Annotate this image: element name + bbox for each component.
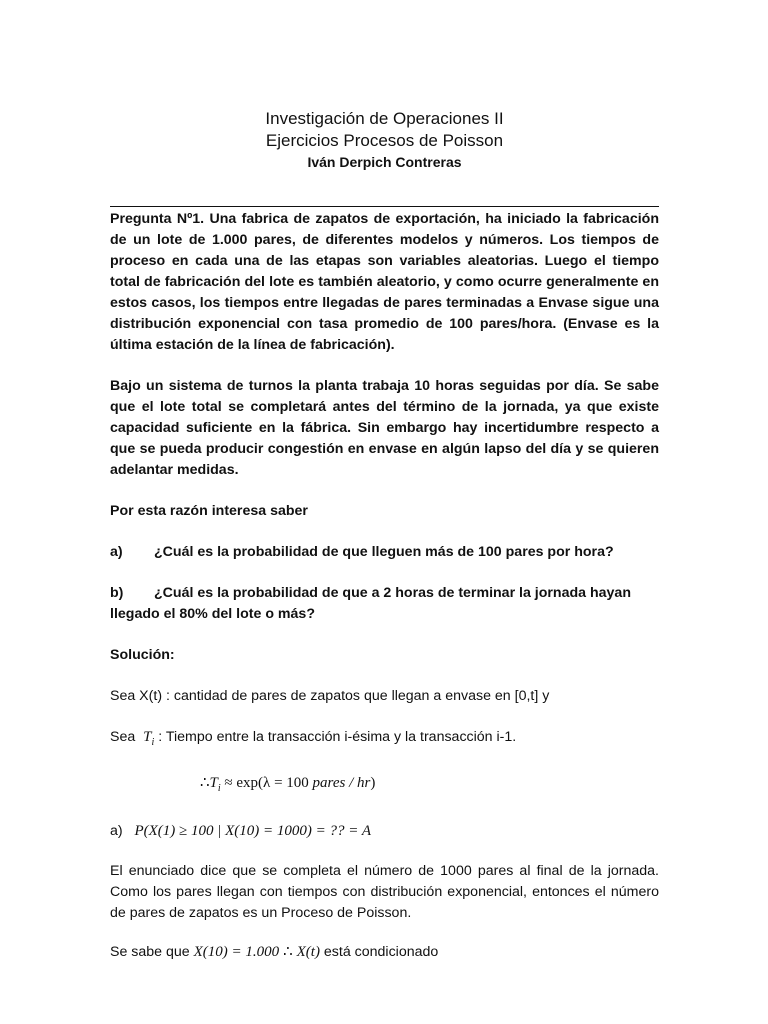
definition-t-prefix: Sea [110,729,136,745]
question-1-label: Pregunta Nº1. [110,211,205,227]
paragraph-interest: Por esta razón interesa saber [110,503,308,519]
definition-x: Sea X(t) : cantidad de pares de zapatos que llegan a envase en [0,t] y [110,688,550,704]
formula-a-label: a) [110,823,123,839]
formula-a [110,819,659,843]
document-author: Iván Derpich Contreras [307,154,462,170]
document-title: Investigación de Operaciones II [265,109,504,128]
solution-heading: Solución: [110,647,175,663]
question-item-a [110,542,659,563]
formula-a-expression: P(X(1) ≥ 100 | X(10) = 1000) = ?? = A [134,823,372,839]
question-item-letter: b) [110,585,124,601]
formula-exponential: $\therefore T_i \approx \exp(\lambda = 100$ pares / hr) [200,775,376,794]
question-item-text: ¿Cuál es la probabilidad de que a 2 horas de terminar la jornada hayan [154,585,631,601]
math-symbol-t: $T_i$ [143,729,155,748]
paragraph-schedule: Bajo un sistema de turnos la planta trabaja 10 horas seguidas por día. Se sabe que el lote total se completará antes del término de la jornada, ya que existe capacidad suficiente en la fábrica. Sin embargo hay incertidumbre respecto a que se pueda producir congestión en envase en algún lapso del día y se quieren adelantar medidas. [110,378,659,478]
document-page [110,108,659,963]
question-item-letter: a) [110,544,123,560]
question-1-paragraph [110,209,659,356]
horizontal-rule [110,206,659,207]
document-subtitle: Ejercicios Procesos de Poisson [265,131,504,150]
definition-t-suffix: : Tiempo entre la transacción i-ésima y la transacción i-1. [158,729,517,745]
question-item-text: ¿Cuál es la probabilidad de que lleguen más de 100 pares por hora? [154,544,614,560]
paragraph-se-sabe: Se sabe que X(10) = 1.000 ∴ X(t) está condicionado [110,944,439,960]
paragraph-enunciado: El enunciado dice que se completa el número de 1000 pares al final de la jornada. Como los pares llegan con tiempos con distribución exponencial, entonces el número de pares de zapatos es un Proceso de Poisson. [110,863,659,921]
question-item-b [110,583,659,604]
definition-t [110,727,659,753]
question-1-text: Una fabrica de zapatos de exportación, ha iniciado la fabricación de un lote de 1.000 pares, de diferentes modelos y números. Los tiempos de proceso en cada una de las etapas son variables aleatorias. Luego el tiempo total de fabricación del lote es también aleatorio, y como ocurre generalmente en estos casos, los tiempos entre llegadas de pares terminadas a Envase sigue una distribución exponencial con tasa promedio de 100 pares/hora. (Envase es la última estación de la línea de fabricación). [110,211,659,353]
question-item-b-continuation: llegado el 80% del lote o más? [110,606,315,622]
